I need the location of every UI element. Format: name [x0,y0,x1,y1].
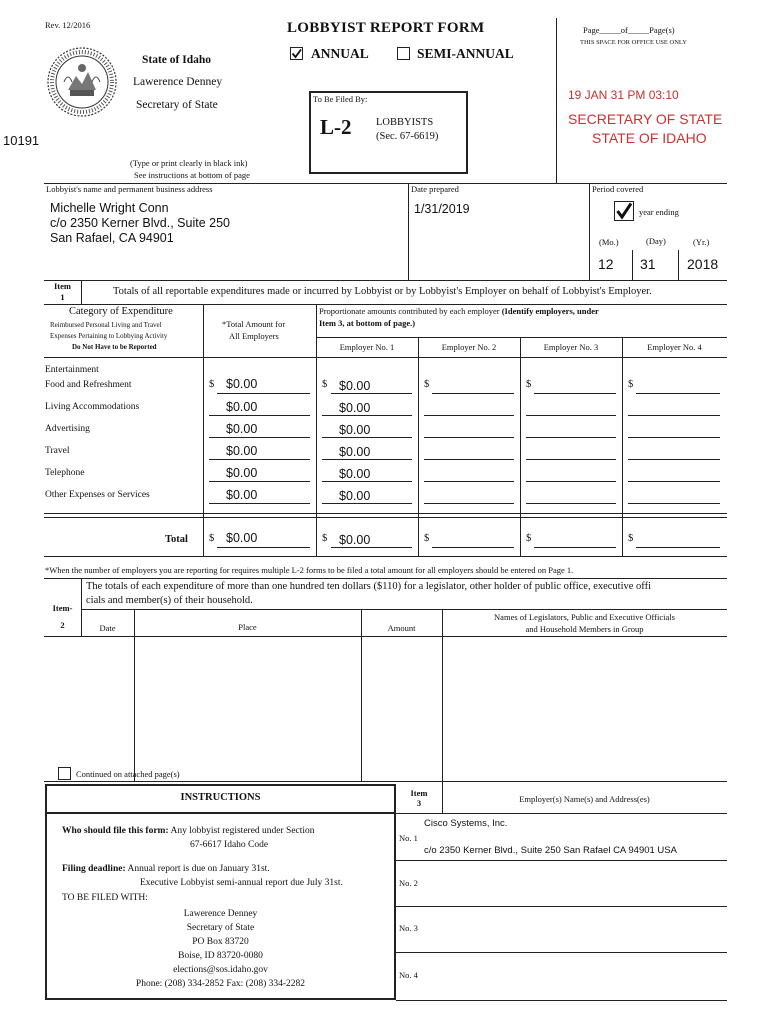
row-total-field[interactable] [209,424,310,438]
row-total-field[interactable] [209,446,310,460]
total-emp1-value: $0.00 [339,533,371,547]
row-emp1: $0.00 [339,445,371,459]
period-year[interactable]: 2018 [687,256,719,272]
row-emp3-field[interactable] [526,402,616,416]
row-total: $0.00 [226,466,258,480]
row-emp3-field[interactable] [526,490,616,504]
row-emp1: $0.00 [339,379,371,393]
row-label: Food and Refreshment [45,380,132,390]
filing-address-line4: Boise, ID 83720-0080 [178,951,263,961]
employer-entry-address[interactable]: c/o 2350 Kerner Blvd., Suite 250 San Rafael CA 94901 USA [424,845,677,856]
year-label: (Yr.) [693,237,710,247]
row-emp2-field[interactable] [424,446,514,460]
period-day[interactable]: 31 [640,256,656,272]
check-icon [618,204,632,218]
row-total: $0.00 [226,488,258,502]
filing-deadline: Filing deadline: Annual report is due on January 31st. [62,864,270,874]
employer-header-3: Employer No. 3 [543,342,599,352]
proportionate-header-line1: Proportionate amounts contributed by each employer (Identify employers, under [319,306,599,316]
employer-header-1: Employer No. 1 [339,342,395,352]
continued-label: Continued on attached page(s) [76,769,180,779]
received-stamp-line1: SECRETARY OF STATE [568,111,723,127]
total-label: Total [165,534,188,545]
row-emp3-field[interactable] [534,380,616,394]
row-emp1: $0.00 [339,489,371,503]
row-emp4-field[interactable] [628,468,720,482]
employer-entry-no: No. 2 [399,878,418,888]
state-of-idaho: State of Idaho [142,54,212,66]
row-emp3-field[interactable] [526,424,616,438]
page-of-pages: Page_____of_____Page(s) [583,25,675,35]
item2-description-line1: The totals of each expenditure of more than one hundred ten dollars ($110) for a legislator, other holder of public office, executive offi [86,581,652,592]
row-label: Telephone [45,468,85,478]
place-header: Place [238,622,257,632]
filing-email: elections@sos.idaho.gov [173,965,268,975]
employer-entry-no: No. 4 [399,970,418,980]
period-month[interactable]: 12 [598,256,614,272]
total-emp3-field[interactable] [534,534,616,548]
row-label: Advertising [45,424,90,434]
total-emp4-field[interactable] [636,534,720,548]
item2-description-line2: cials and member(s) of their household. [86,595,253,606]
row-emp4-field[interactable] [628,490,720,504]
received-stamp-line2: STATE OF IDAHO [592,130,707,146]
reimbursed-note-line1: Reimbursed Personal Living and Travel [50,321,162,329]
employer-header-4: Employer No. 4 [647,342,702,352]
check-icon [293,50,302,58]
date-prepared-label: Date prepared [411,184,459,194]
row-emp4-field[interactable] [628,424,720,438]
file-with-label: TO BE FILED WITH: [62,893,148,903]
row-emp3-field[interactable] [526,468,616,482]
total-amount-header-line1: *Total Amount for [222,319,286,329]
item1-footnote: *When the number of employers you are reporting for requires multiple L-2 forms to be filed a total amount for all employers should be entered on Page 1. [45,565,574,575]
row-emp1: $0.00 [339,423,371,437]
total-amount-header-line2: All Employers [229,331,279,341]
row-total: $0.00 [226,444,258,458]
year-ending-checkbox[interactable] [614,201,634,221]
employer-entry-no: No. 3 [399,923,418,933]
entertainment-label: Entertainment [45,365,99,375]
row-emp4-field[interactable] [628,446,720,460]
form-lobbyists: LOBBYISTS [376,117,434,128]
day-label: (Day) [646,236,666,246]
date-header: Date [99,623,116,633]
lobbyist-address-label: Lobbyist's name and permanent business address [46,184,213,194]
row-total-field[interactable] [209,402,310,416]
received-stamp-date: 19 JAN 31 PM 03:10 [568,88,679,102]
row-total: $0.00 [226,377,258,391]
continued-checkbox[interactable] [58,767,71,780]
row-label: Other Expenses or Services [45,490,150,500]
row-emp1: $0.00 [339,401,371,415]
type-print-note: (Type or print clearly in black ink) [130,158,248,168]
form-title: LOBBYIST REPORT FORM [287,20,485,36]
lobbyist-address-line1[interactable]: c/o 2350 Kerner Blvd., Suite 250 [50,216,230,230]
row-emp4-field[interactable] [636,380,720,394]
instructions-title: INSTRUCTIONS [180,792,261,803]
row-label: Travel [45,446,70,456]
filing-address-line3: PO Box 83720 [192,937,249,947]
filing-phone-fax: Phone: (208) 334-2852 Fax: (208) 334-2282 [135,979,306,989]
form-code: L-2 [320,115,352,139]
row-emp2-field[interactable] [432,380,514,394]
names-header-line1: Names of Legislators, Public and Executive Officials [494,612,675,622]
form-section: (Sec. 67-6619) [376,131,439,142]
employer-entry-name[interactable]: Cisco Systems, Inc. [424,818,508,829]
secretary-title: Secretary of State [136,99,218,111]
total-emp2-field[interactable] [432,534,514,548]
file-number: 10191 [3,133,40,148]
row-total-field[interactable] [209,490,310,504]
lobbyist-address-line2[interactable]: San Rafael, CA 94901 [50,231,174,245]
date-prepared-value[interactable]: 1/31/2019 [414,202,470,216]
who-should-file: Who should file this form: Any lobbyist registered under Section [62,826,315,836]
filing-address-line1: Lawerence Denney [183,909,258,919]
row-emp2-field[interactable] [424,468,514,482]
amount-header: Amount [387,623,416,633]
reimbursed-note-line3: Do Not Have to be Reported [72,343,157,351]
row-total-field[interactable] [209,468,310,482]
row-emp2-field[interactable] [424,490,514,504]
names-header-line2: and Household Members in Group [525,624,644,634]
revision-date: Rev. 12/2016 [45,20,91,30]
semi-annual-checkbox[interactable] [397,47,410,60]
annual-checkbox[interactable] [290,47,303,60]
secretary-name: Lawerence Denney [133,76,223,88]
year-ending-label: year ending [639,207,679,217]
office-use-note: THIS SPACE FOR OFFICE USE ONLY [580,39,687,46]
row-emp2-field[interactable] [424,424,514,438]
who-should-file-code: 67-6617 Idaho Code [190,840,269,850]
row-emp2-field[interactable] [424,402,514,416]
to-be-filed-label: To Be Filed By: [313,94,368,104]
employers-header: Employer(s) Name(s) and Address(es) [519,794,650,804]
item3-label: Item 3 [410,788,428,808]
period-covered-label: Period covered [592,184,644,194]
total-all-value: $0.00 [226,531,258,545]
annual-label: ANNUAL [311,46,369,61]
category-header: Category of Expenditure [69,306,173,317]
row-emp3-field[interactable] [526,446,616,460]
idaho-seal-icon [46,46,118,118]
item2-label: Item- 2 [52,603,73,630]
row-emp1: $0.00 [339,467,371,481]
item1-description: Totals of all reportable expenditures made or incurred by Lobbyist or by Lobbyist's Employer on behalf of Lobbyist's Employer. [113,286,652,297]
employer-entry-no: No. 1 [399,833,418,843]
lobbyist-name[interactable]: Michelle Wright Conn [50,201,169,215]
item1-label: Item 1 [54,281,71,302]
row-emp4-field[interactable] [628,402,720,416]
row-total: $0.00 [226,422,258,436]
month-label: (Mo.) [599,237,619,247]
proportionate-header-line2: Item 3, at bottom of page.) [319,318,416,328]
filing-address-line2: Secretary of State [186,923,255,933]
row-total: $0.00 [226,400,258,414]
see-instructions-note: See instructions at bottom of page [134,170,250,180]
semi-annual-label: SEMI-ANNUAL [417,46,514,61]
employer-header-2: Employer No. 2 [441,342,497,352]
filing-deadline-exec: Executive Lobbyist semi-annual report due July 31st. [140,878,343,888]
row-label: Living Accommodations [45,402,140,412]
reimbursed-note-line2: Expenses Pertaining to Lobbying Activity [50,332,168,340]
